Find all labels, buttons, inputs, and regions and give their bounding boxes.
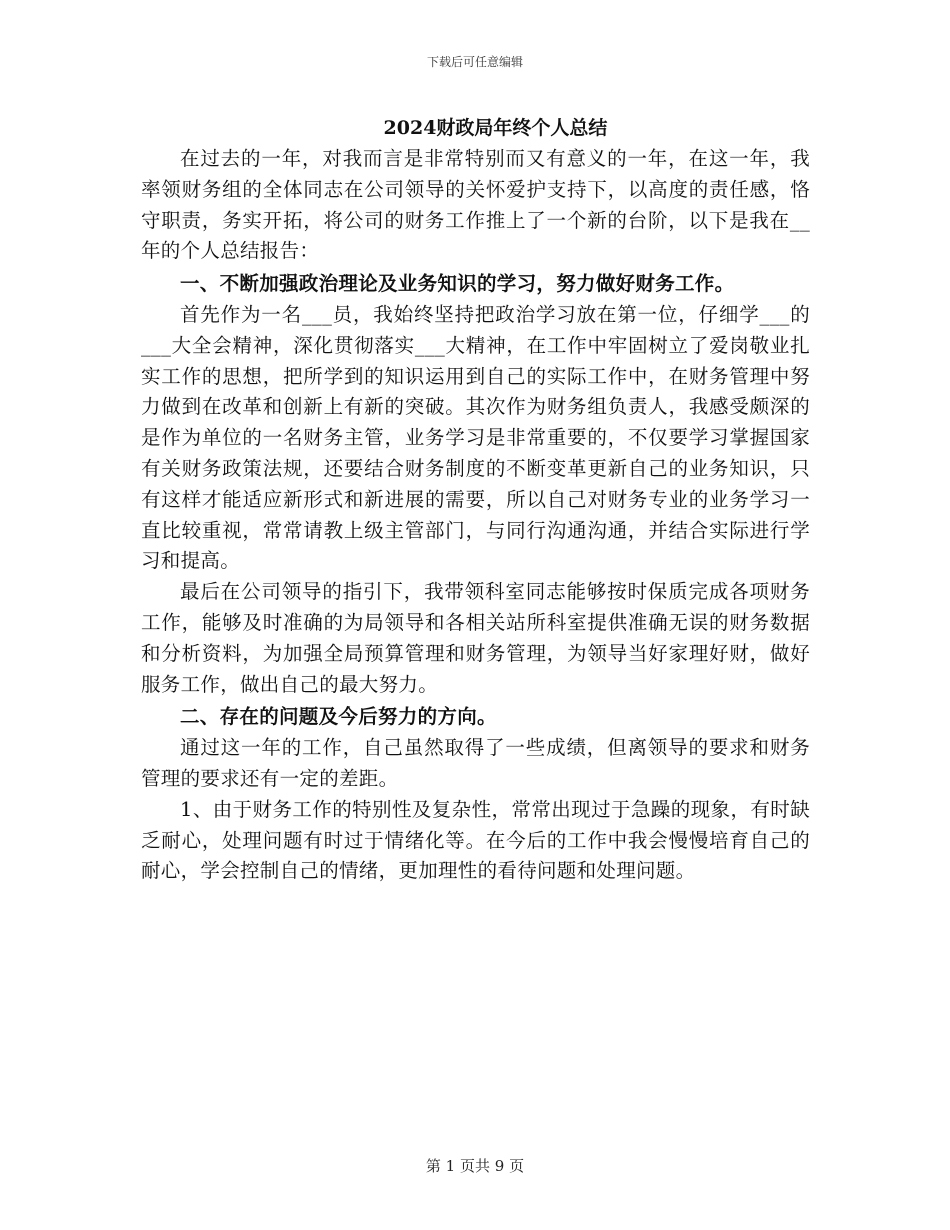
paragraph-study: 首先作为一名___员，我始终坚持把政治学习放在第一位，仔细学___的___大全会精神，深化贯彻落实___大精神，在工作中牢固树立了爱岗敬业扎实工作的思想，把所学到的知识运用到自己的实际工作中，在财务管理中努力做到在改革和创新上有新的突破。其次作为财务组负责人，我感受颇深的是作为单位的一名财务主管，业务学习是非常重要的，不仅要学习掌握国家有关财务政策法规，还要结合财务制度的不断变革更新自己的业务知识，只有这样才能适应新形式和新进展的需要，所以自己对财务专业的业务学习一直比较重视，常常请教上级主管部门，与同行沟通沟通，并结合实际进行学习和提高。 — [141, 302, 810, 573]
document-title: 2024财政局年终个人总结 — [383, 117, 608, 139]
section-heading-2: 二、存在的问题及今后努力的方向。 — [180, 705, 497, 729]
header-note: 下载后可任意编辑 — [426, 55, 523, 69]
section-heading-1: 一、不断加强政治理论及业务知识的学习，努力做好财务工作。 — [180, 272, 735, 296]
page-number: 第 1 页共 9 页 — [425, 1157, 525, 1175]
paragraph-leadership: 最后在公司领导的指引下，我带领科室同志能够按时保质完成各项财务工作，能够及时准确的为局领导和各相关站所科室提供准确无误的财务数据和分析资料，为加强全局预算管理和财务管理，为领导当好家理好财，做好服务工作，做出自己的最大努力。 — [141, 580, 810, 696]
document-body — [141, 112, 810, 887]
paragraph-issue-1: 1、由于财务工作的特别性及复杂性，常常出现过于急躁的现象，有时缺乏耐心，处理问题有时过于情绪化等。在今后的工作中我会慢慢培育自己的耐心，学会控制自己的情绪，更加理性的看待问题和处理问题。 — [141, 797, 810, 883]
paragraph-intro: 在过去的一年，对我而言是非常特别而又有意义的一年，在这一年，我率领财务组的全体同志在公司领导的关怀爱护支持下，以高度的责任感，恪守职责，务实开拓，将公司的财务工作推上了一个新的台阶，以下是我在__年的个人总结报告： — [141, 147, 810, 263]
paragraph-gap: 通过这一年的工作，自己虽然取得了一些成绩，但离领导的要求和财务管理的要求还有一定的差距。 — [141, 736, 810, 790]
